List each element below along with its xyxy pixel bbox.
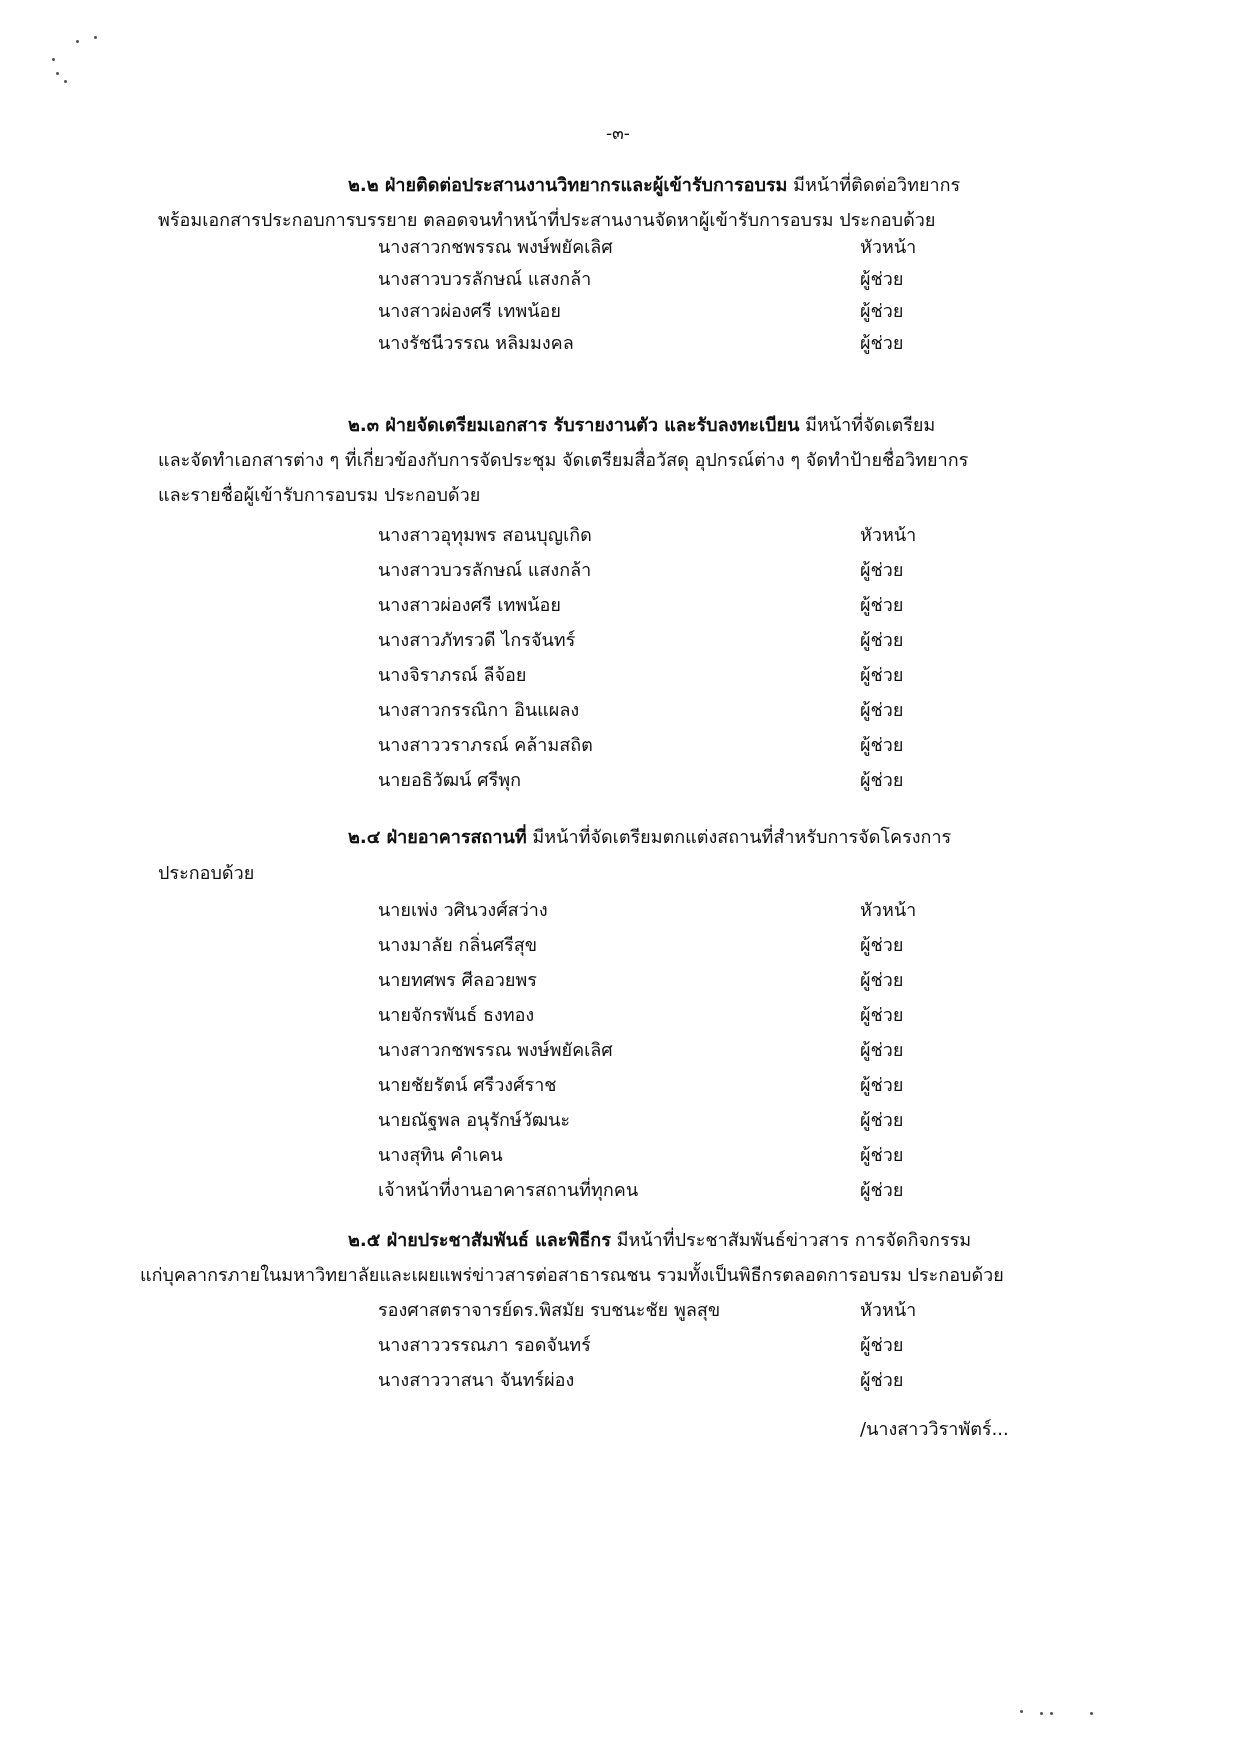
continuation-note: /นางสาววิราพัตร์... bbox=[860, 1419, 1009, 1440]
member-role: ผู้ช่วย bbox=[860, 1075, 904, 1096]
scan-speck bbox=[56, 72, 59, 75]
member-name: นางจิราภรณ์ ลีจ้อย bbox=[378, 665, 527, 686]
member-row bbox=[378, 1363, 938, 1398]
section-2-5-line-2: แก่บุคลากรภายในมหาวิทยาลัยและเผยแพร่ข่าวสารต่อสาธารณชน รวมทั้งเป็นพิธีกรตลอดการอบรม ประกอบด้วย bbox=[140, 1265, 1004, 1286]
member-role: ผู้ช่วย bbox=[860, 269, 904, 290]
member-role: ผู้ช่วย bbox=[860, 1145, 904, 1166]
member-row bbox=[378, 1033, 938, 1068]
member-row bbox=[378, 1173, 938, 1208]
member-name: นายณัฐพล อนุรักษ์วัฒนะ bbox=[378, 1110, 571, 1131]
member-row bbox=[378, 998, 938, 1033]
section-2-4-heading: ๒.๔ ฝ่ายอาคารสถานที่ bbox=[348, 827, 527, 848]
scan-speck bbox=[1090, 1712, 1093, 1715]
member-name: เจ้าหน้าที่งานอาคารสถานที่ทุกคน bbox=[378, 1180, 639, 1201]
member-name: นายอธิวัฒน์ ศรีพุก bbox=[378, 770, 522, 791]
member-role: ผู้ช่วย bbox=[860, 1110, 904, 1131]
member-name: นางสาวกรรณิกา อินแผลง bbox=[378, 700, 580, 721]
member-role: ผู้ช่วย bbox=[860, 735, 904, 756]
member-row bbox=[378, 728, 938, 763]
member-role: ผู้ช่วย bbox=[860, 1040, 904, 1061]
member-role: ผู้ช่วย bbox=[860, 970, 904, 991]
member-role: ผู้ช่วย bbox=[860, 935, 904, 956]
section-2-4-line-1-text: มีหน้าที่จัดเตรียมตกแต่งสถานที่สำหรับการจัดโครงการ bbox=[526, 827, 952, 848]
member-name: นางสาววราภรณ์ คล้ามสถิต bbox=[378, 735, 593, 756]
member-row bbox=[378, 518, 938, 553]
page-number: -๓- bbox=[606, 124, 630, 144]
scan-speck bbox=[94, 36, 97, 39]
section-2-3-line-2: และจัดทำเอกสารต่าง ๆ ที่เกี่ยวข้องกับการจัดประชุม จัดเตรียมสื่อวัสดุ อุปกรณ์ต่าง ๆ จัดทำป้ายชื่อวิทยากร bbox=[158, 450, 969, 471]
section-2-5-line-1 bbox=[158, 1223, 1078, 1258]
section-2-3-line-1-text: มีหน้าที่จัดเตรียม bbox=[799, 415, 936, 436]
scan-speck bbox=[76, 40, 79, 43]
member-row bbox=[378, 553, 938, 588]
scan-speck bbox=[52, 58, 55, 61]
member-row bbox=[378, 230, 938, 265]
member-name: นางสาววรรณภา รอดจันทร์ bbox=[378, 1335, 591, 1356]
member-role: หัวหน้า bbox=[860, 525, 917, 546]
member-name: นางสุทิน คำเคน bbox=[378, 1145, 503, 1166]
scan-speck bbox=[1040, 1712, 1043, 1715]
section-2-5-heading: ๒.๕ ฝ่ายประชาสัมพันธ์ และพิธีกร bbox=[348, 1230, 611, 1251]
member-row bbox=[378, 928, 938, 963]
member-name: นางสาวบวรลักษณ์ แสงกล้า bbox=[378, 269, 592, 290]
section-2-5-paragraph bbox=[140, 1223, 1078, 1293]
member-row bbox=[378, 1103, 938, 1138]
section-2-2-line-1 bbox=[158, 168, 1078, 203]
member-role: หัวหน้า bbox=[860, 237, 917, 258]
member-role: ผู้ช่วย bbox=[860, 301, 904, 322]
member-name: นางสาวกชพรรณ พงษ์พยัคเลิศ bbox=[378, 1040, 613, 1061]
member-name: นายเพ่ง วศินวงศ์สว่าง bbox=[378, 900, 548, 921]
member-role: ผู้ช่วย bbox=[860, 560, 904, 581]
section-2-2-heading: ๒.๒ ฝ่ายติดต่อประสานงานวิทยากรและผู้เข้ารับการอบรม bbox=[348, 175, 788, 196]
member-name: นางมาลัย กลิ่นศรีสุข bbox=[378, 935, 538, 956]
member-name: นางสาวอุทุมพร สอนบุญเกิด bbox=[378, 525, 592, 546]
member-row bbox=[378, 763, 938, 798]
member-name: นางรัชนีวรรณ หลิมมงคล bbox=[378, 333, 574, 354]
member-role: ผู้ช่วย bbox=[860, 665, 904, 686]
member-role: ผู้ช่วย bbox=[860, 1180, 904, 1201]
member-row bbox=[378, 1328, 938, 1363]
member-row bbox=[378, 893, 938, 928]
member-name: นางสาวผ่องศรี เทพน้อย bbox=[378, 301, 561, 322]
member-role: ผู้ช่วย bbox=[860, 630, 904, 651]
member-role: ผู้ช่วย bbox=[860, 1005, 904, 1026]
member-row bbox=[378, 326, 938, 361]
member-role: ผู้ช่วย bbox=[860, 700, 904, 721]
section-2-4-line-2: ประกอบด้วย bbox=[158, 863, 255, 884]
member-role: ผู้ช่วย bbox=[860, 1370, 904, 1391]
section-2-3-paragraph bbox=[158, 408, 1078, 513]
member-row bbox=[378, 658, 938, 693]
member-name: รองศาสตราจารย์ดร.พิสมัย รบชนะชัย พูลสุข bbox=[378, 1300, 721, 1321]
section-2-3-heading: ๒.๓ ฝ่ายจัดเตรียมเอกสาร รับรายงานตัว และรับลงทะเบียน bbox=[348, 415, 800, 436]
member-row bbox=[378, 623, 938, 658]
member-name: นางสาวผ่องศรี เทพน้อย bbox=[378, 595, 561, 616]
member-row bbox=[378, 1138, 938, 1173]
member-name: นายจักรพันธ์ ธงทอง bbox=[378, 1005, 535, 1026]
member-row bbox=[378, 1293, 938, 1328]
member-name: นางสาววาสนา จันทร์ผ่อง bbox=[378, 1370, 575, 1391]
scan-speck bbox=[64, 80, 67, 83]
section-2-3-line-3: และรายชื่อผู้เข้ารับการอบรม ประกอบด้วย bbox=[158, 485, 481, 506]
member-name: นางสาวกชพรรณ พงษ์พยัคเลิศ bbox=[378, 237, 613, 258]
member-row bbox=[378, 1068, 938, 1103]
member-role: หัวหน้า bbox=[860, 900, 917, 921]
section-2-4-line-1 bbox=[158, 820, 1078, 855]
member-role: ผู้ช่วย bbox=[860, 333, 904, 354]
member-row bbox=[378, 588, 938, 623]
section-2-3-line-1 bbox=[158, 408, 1078, 443]
member-row bbox=[378, 294, 938, 329]
member-row bbox=[378, 262, 938, 297]
member-role: ผู้ช่วย bbox=[860, 770, 904, 791]
member-role: หัวหน้า bbox=[860, 1300, 917, 1321]
section-2-5-line-1-text: มีหน้าที่ประชาสัมพันธ์ข่าวสาร การจัดกิจกรรม bbox=[610, 1230, 972, 1251]
member-role: ผู้ช่วย bbox=[860, 595, 904, 616]
member-name: นางสาวภัทรวดี ไกรจันทร์ bbox=[378, 630, 576, 651]
section-2-4-line-2-block bbox=[158, 856, 1078, 891]
member-row bbox=[378, 963, 938, 998]
section-2-4-paragraph bbox=[158, 820, 1078, 855]
scan-speck bbox=[1020, 1710, 1023, 1713]
scan-speck bbox=[1050, 1712, 1053, 1715]
section-2-2-line-1-text: มีหน้าที่ติดต่อวิทยากร bbox=[787, 175, 961, 196]
section-2-2-line-2: พร้อมเอกสารประกอบการบรรยาย ตลอดจนทำหน้าที่ประสานงานจัดหาผู้เข้ารับการอบรม ประกอบด้วย bbox=[158, 210, 936, 231]
member-role: ผู้ช่วย bbox=[860, 1335, 904, 1356]
member-name: นายชัยรัตน์ ศรีวงศ์ราช bbox=[378, 1075, 557, 1096]
member-name: นางสาวบวรลักษณ์ แสงกล้า bbox=[378, 560, 592, 581]
member-row bbox=[378, 693, 938, 728]
section-2-2-paragraph bbox=[158, 168, 1078, 238]
member-name: นายทศพร ศีลอวยพร bbox=[378, 970, 537, 991]
